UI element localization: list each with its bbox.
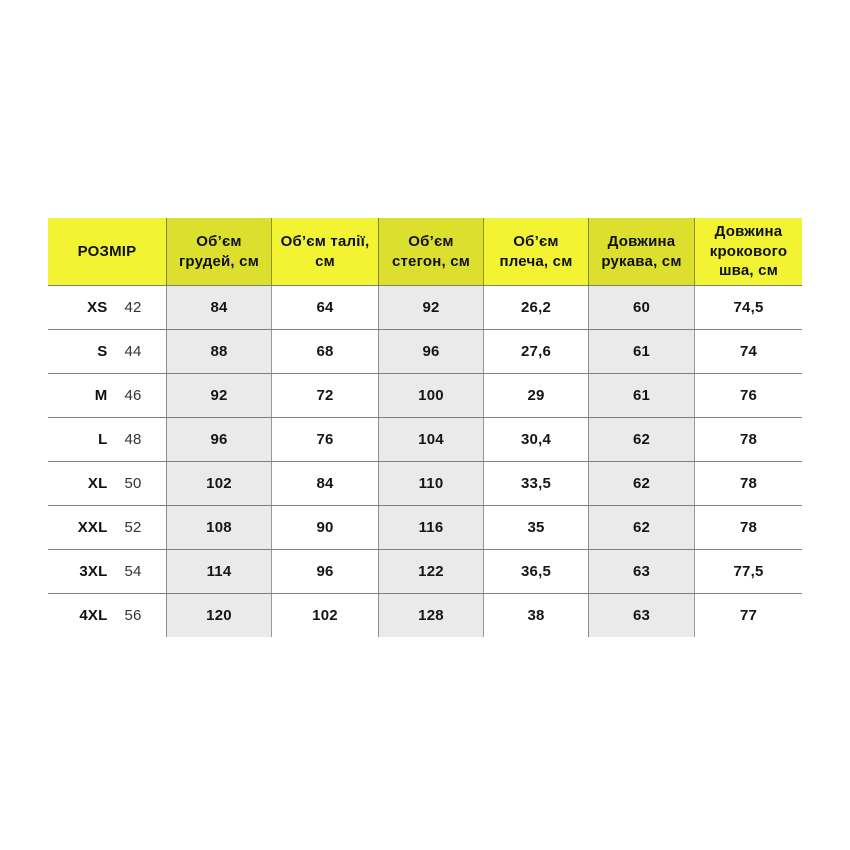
header-cell-shoulder: Об’єм плеча, см	[483, 218, 588, 285]
cell-shoulder: 30,4	[483, 418, 588, 461]
cell-waist: 102	[271, 594, 378, 637]
size-label: S	[97, 343, 108, 360]
cell-shoulder: 33,5	[483, 462, 588, 505]
table-row	[48, 285, 802, 329]
table-header-row	[48, 218, 802, 285]
cell-chest: 92	[166, 374, 271, 417]
cell-chest: 96	[166, 418, 271, 461]
size-label: XXL	[77, 519, 108, 536]
cell-size	[48, 286, 166, 329]
table-row	[48, 505, 802, 549]
cell-waist: 96	[271, 550, 378, 593]
header-cell-hips: Об’єм стегон, см	[378, 218, 483, 285]
cell-chest: 114	[166, 550, 271, 593]
cell-waist: 68	[271, 330, 378, 373]
cell-chest: 120	[166, 594, 271, 637]
table-row	[48, 329, 802, 373]
cell-inseam: 76	[694, 374, 802, 417]
size-number: 52	[124, 519, 142, 536]
table-row	[48, 549, 802, 593]
cell-waist: 76	[271, 418, 378, 461]
cell-hips: 116	[378, 506, 483, 549]
cell-hips: 96	[378, 330, 483, 373]
table-row	[48, 461, 802, 505]
cell-waist: 64	[271, 286, 378, 329]
cell-size	[48, 418, 166, 461]
cell-sleeve: 63	[588, 594, 694, 637]
size-number: 54	[124, 563, 142, 580]
size-number: 46	[124, 387, 142, 404]
cell-waist: 90	[271, 506, 378, 549]
cell-inseam: 78	[694, 462, 802, 505]
header-cell-size: РОЗМІР	[48, 218, 166, 285]
cell-hips: 104	[378, 418, 483, 461]
cell-shoulder: 26,2	[483, 286, 588, 329]
cell-inseam: 74,5	[694, 286, 802, 329]
cell-size	[48, 462, 166, 505]
cell-hips: 110	[378, 462, 483, 505]
cell-shoulder: 38	[483, 594, 588, 637]
cell-sleeve: 61	[588, 330, 694, 373]
cell-inseam: 78	[694, 418, 802, 461]
size-label: 4XL	[79, 607, 108, 624]
size-label: XS	[87, 299, 108, 316]
size-label: XL	[87, 475, 108, 492]
size-number: 44	[124, 343, 142, 360]
cell-sleeve: 63	[588, 550, 694, 593]
cell-size	[48, 330, 166, 373]
cell-sleeve: 62	[588, 462, 694, 505]
size-number: 42	[124, 299, 142, 316]
cell-shoulder: 35	[483, 506, 588, 549]
cell-size	[48, 550, 166, 593]
table-row	[48, 417, 802, 461]
table-row	[48, 373, 802, 417]
cell-sleeve: 60	[588, 286, 694, 329]
cell-sleeve: 61	[588, 374, 694, 417]
cell-sleeve: 62	[588, 418, 694, 461]
cell-inseam: 78	[694, 506, 802, 549]
cell-inseam: 74	[694, 330, 802, 373]
cell-size	[48, 506, 166, 549]
size-label: 3XL	[79, 563, 108, 580]
cell-shoulder: 36,5	[483, 550, 588, 593]
cell-size	[48, 594, 166, 637]
size-number: 48	[124, 431, 142, 448]
cell-chest: 84	[166, 286, 271, 329]
cell-hips: 128	[378, 594, 483, 637]
header-cell-sleeve: Довжина рукава, см	[588, 218, 694, 285]
cell-shoulder: 27,6	[483, 330, 588, 373]
size-number: 50	[124, 475, 142, 492]
cell-waist: 84	[271, 462, 378, 505]
header-cell-waist: Об’єм талії, см	[271, 218, 378, 285]
cell-shoulder: 29	[483, 374, 588, 417]
cell-hips: 92	[378, 286, 483, 329]
cell-waist: 72	[271, 374, 378, 417]
size-label: L	[98, 431, 108, 448]
size-label: M	[94, 387, 108, 404]
table-row	[48, 593, 802, 637]
cell-inseam: 77,5	[694, 550, 802, 593]
cell-size	[48, 374, 166, 417]
header-cell-chest: Об’єм грудей, см	[166, 218, 271, 285]
header-cell-inseam: Довжина крокового шва, см	[694, 218, 802, 285]
cell-chest: 102	[166, 462, 271, 505]
size-number: 56	[124, 607, 142, 624]
cell-inseam: 77	[694, 594, 802, 637]
cell-hips: 122	[378, 550, 483, 593]
cell-sleeve: 62	[588, 506, 694, 549]
cell-chest: 88	[166, 330, 271, 373]
size-chart-table	[48, 218, 802, 637]
cell-chest: 108	[166, 506, 271, 549]
cell-hips: 100	[378, 374, 483, 417]
